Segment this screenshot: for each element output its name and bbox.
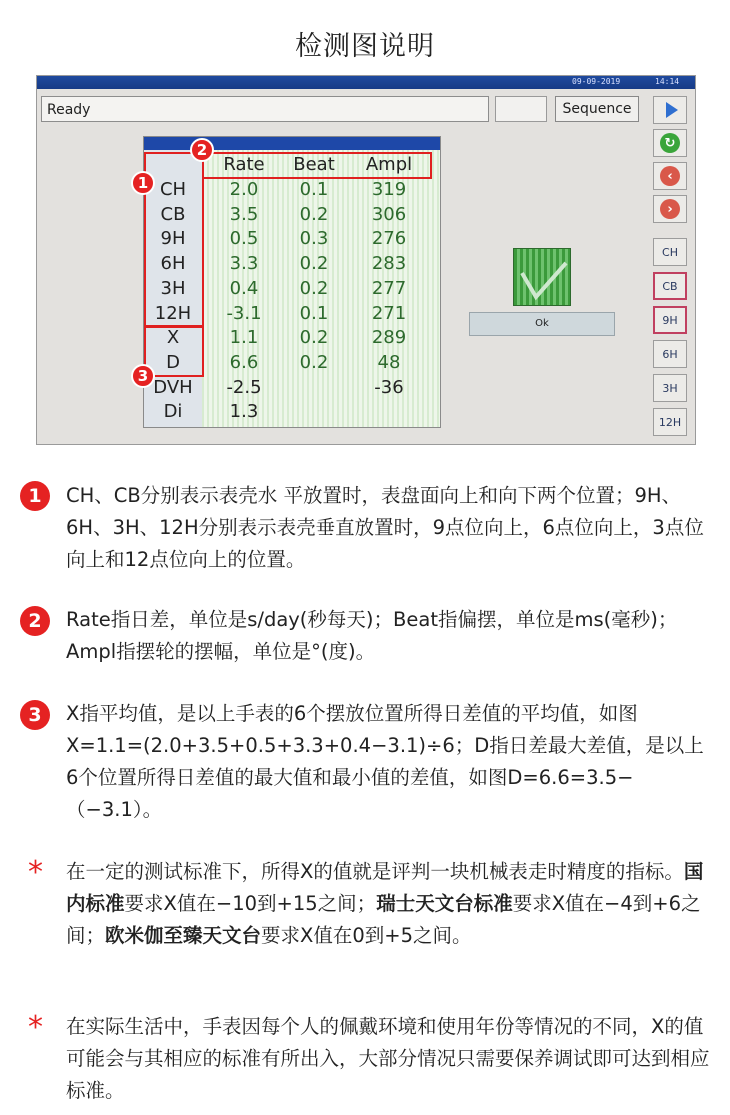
row-beat: 0.3 xyxy=(299,228,329,250)
standard-omega: 欧米伽至臻天文台 xyxy=(105,924,262,947)
standard-swiss: 瑞士天文台标准 xyxy=(376,892,513,915)
row-rate: 3.5 xyxy=(229,203,259,225)
row-rate: 0.4 xyxy=(229,277,259,299)
note-badge-1: 1 xyxy=(20,481,50,511)
ok-result: Ok xyxy=(469,312,615,336)
note-badge-2: 2 xyxy=(20,606,50,636)
arrow-right-icon: › xyxy=(660,199,680,219)
page-title: 检测图说明 xyxy=(295,31,435,62)
row-rate: 1.1 xyxy=(229,327,259,349)
note-star-2: 在实际生活中，手表因每个人的佩戴环境和使用年份等情况的不同，X的值可能会与其相应的标准有所出入，大部分情况只需要保养调试即可达到相应标准。 xyxy=(66,1015,710,1102)
back-button[interactable] xyxy=(653,162,687,190)
header-highlight xyxy=(202,152,432,179)
row-ampl: -36 xyxy=(374,376,404,398)
row-beat: 0.2 xyxy=(299,327,329,349)
header-rate: Rate xyxy=(223,154,265,175)
row-position: CH xyxy=(159,179,187,200)
badge-2: 2 xyxy=(190,138,214,162)
star-icon: * xyxy=(28,1010,43,1045)
forward-button[interactable] xyxy=(653,195,687,223)
row-rate: 6.6 xyxy=(229,351,259,373)
time-display: 14:14 xyxy=(655,77,680,86)
row-position: Di xyxy=(163,401,183,423)
star-icon: * xyxy=(28,855,43,890)
note-star-1 xyxy=(66,856,714,952)
arrow-left-icon: ‹ xyxy=(660,166,680,186)
check-mark-icon xyxy=(513,248,571,306)
note-star-1-text: 在一定的测试标准下，所得X的值就是评判一块机械表走时精度的指标。 xyxy=(66,860,684,883)
date-display: 09-09-2019 xyxy=(572,77,621,86)
header-ampl: Ampl xyxy=(365,154,413,175)
note-star-1-text: 要求X值在−4到+6之间； xyxy=(66,892,701,947)
row-rate: 2.0 xyxy=(229,179,259,200)
note-3: X指平均值，是以上手表的6个摆放位置所得日差值的平均值，如图X=1.1=(2.0+3.5+0.5+3.3+0.4−3.1)÷6；D指日差最大差值，是以上6个位置所得日差值的最大值和最小值的差值，如图D=6.6=3.5−（−3.1）。 xyxy=(66,702,704,821)
blank-field xyxy=(495,96,547,122)
badge-3: 3 xyxy=(131,364,155,388)
note-badge-3: 3 xyxy=(20,700,50,730)
row-position: 6H xyxy=(160,253,186,275)
sequence-button[interactable]: Sequence xyxy=(555,96,639,122)
badge-1: 1 xyxy=(131,171,155,195)
row-position: 9H xyxy=(160,228,186,250)
position-button-6h[interactable]: 6H xyxy=(653,340,687,368)
table-row xyxy=(144,401,440,426)
play-icon xyxy=(666,102,678,118)
table-row xyxy=(144,377,440,402)
row-beat: 0.1 xyxy=(299,302,329,324)
row-rate: -3.1 xyxy=(226,302,262,324)
row-ampl: 48 xyxy=(377,351,401,373)
row-ampl: 277 xyxy=(371,277,407,299)
row-beat: 0.2 xyxy=(299,203,329,225)
position-button-cb[interactable]: CB xyxy=(653,272,687,300)
row-position: D xyxy=(166,351,180,373)
row-beat: 0.2 xyxy=(299,277,329,299)
header-beat: Beat xyxy=(293,154,335,175)
row-position: CB xyxy=(160,203,186,225)
note-star-1-text: 要求X值在−10到+15之间； xyxy=(124,892,377,915)
note-star-1-text: 要求X值在0到+5之间。 xyxy=(261,924,472,947)
play-button[interactable] xyxy=(653,96,687,124)
position-button-12h[interactable]: 12H xyxy=(653,408,687,436)
row-beat: 0.1 xyxy=(299,179,329,200)
position-button-3h[interactable]: 3H xyxy=(653,374,687,402)
row-position: 3H xyxy=(160,277,186,299)
row-rate: -2.5 xyxy=(226,376,262,398)
note-1: CH、CB分别表示表壳水 平放置时，表盘面向上和向下两个位置；9H、6H、3H、12H分别表示表壳垂直放置时，9点位向上，6点位向上，3点位向上和12点位向上的位置。 xyxy=(66,484,704,571)
row-ampl: 319 xyxy=(371,179,407,200)
row-beat: 0.2 xyxy=(299,253,329,275)
position-button-ch[interactable]: CH xyxy=(653,238,687,266)
row-position: DVH xyxy=(153,376,193,398)
row-rate: 0.5 xyxy=(229,228,259,250)
status-field: Ready xyxy=(41,96,489,122)
row-ampl: 306 xyxy=(371,203,407,225)
results-table xyxy=(143,136,441,428)
table-titlebar xyxy=(144,137,440,150)
tester-screenshot xyxy=(36,75,696,445)
row-position: X xyxy=(166,327,180,349)
position-button-9h[interactable]: 9H xyxy=(653,306,687,334)
refresh-button[interactable] xyxy=(653,129,687,157)
row-ampl: 276 xyxy=(371,228,407,250)
refresh-icon: ↻ xyxy=(660,133,680,153)
row-rate: 3.3 xyxy=(229,253,259,275)
row-ampl: 283 xyxy=(371,253,407,275)
row-beat: 0.2 xyxy=(299,351,329,373)
row-position: 12H xyxy=(154,302,192,324)
standard-domestic: 国内标准 xyxy=(66,860,704,915)
note-2: Rate指日差，单位是s/day(秒每天)；Beat指偏摆，单位是ms(毫秒)；Ampl指摆轮的摆幅，单位是°(度)。 xyxy=(66,608,678,663)
row-ampl: 271 xyxy=(371,302,407,324)
top-bar xyxy=(37,76,695,89)
row-rate: 1.3 xyxy=(229,401,259,423)
row-ampl: 289 xyxy=(371,327,407,349)
